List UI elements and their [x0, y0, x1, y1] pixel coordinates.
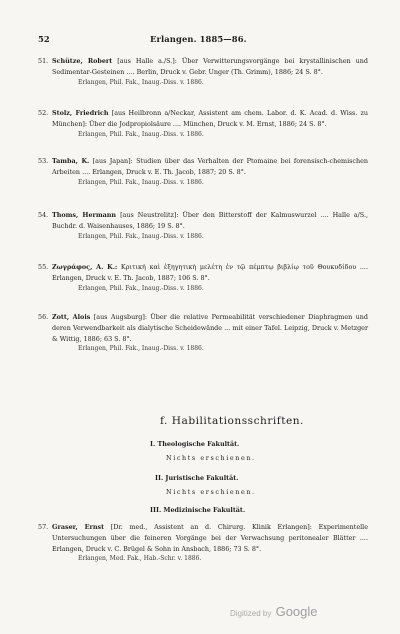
entry-body — [52, 262, 368, 284]
bibliography-entry — [38, 262, 368, 294]
entry-body — [52, 210, 368, 232]
bibliography-entry — [38, 312, 368, 355]
entry-number: 55. — [38, 263, 49, 271]
entry-text: [aus Japan]: Studien über das Verhalten der Ptomaine bei forensisch-chemischen Arbeiten .... Erlangen, Druck v. E. Th. Jacob, 1887; 20 S. 8°. — [52, 157, 368, 176]
entry-meta: Erlangen, Phil. Fak., Inaug.-Diss. v. 1886. — [78, 232, 204, 240]
bibliography-entry — [38, 156, 368, 188]
entry-number: 56. — [38, 313, 49, 321]
entry-author: Tamba, K. — [52, 157, 90, 165]
entry-text: Κριτική καὶ ἐξηγητικὴ μελέτη ἐν τῷ πέμπτῳ βιβλίῳ τοῦ Θουκυδίδου .... Erlangen, Druck v. E. Th. Jacob, 1887; 106 S. 8°. — [52, 263, 368, 282]
entry-text: [aus Augsburg]: Über die relative Permeabilität verschiedener Diaphragmen und deren Verwendbarkeit als dialytische Scheidewände ... mit einer Tafel. Leipzig, Druck v. Metzger & Wittig, 1886; 63 S. 8°. — [52, 313, 368, 343]
entry-author: Graser, Ernst — [52, 523, 105, 531]
entry-meta: Erlangen, Med. Fak., Hab.-Schr. v. 1886. — [78, 555, 202, 563]
bibliography-entry — [38, 210, 369, 242]
page-number: 52 — [38, 34, 50, 44]
entry-number: 57. — [38, 523, 49, 531]
bibliography-entry — [38, 522, 368, 565]
entry-meta: Erlangen, Phil. Fak., Inaug.-Diss. v. 1886. — [78, 178, 204, 186]
bibliography-entry — [38, 56, 369, 88]
entry-text: [aus Halle a./S.]: Über Verwitterungsvorgänge bei krystallinischen und Sedimentar-Gesteinen .... Berlin, Druck v. Gebr. Unger (Th. Grimm), 1886; 24 S. 8°. — [52, 57, 369, 76]
entry-text: [aus Heilbronn a/Neckar, Assistent am chem. Labor. d. K. Acad. d. Wiss. zu München]: Über die Jodpropiolsäure .... München, Druck v. M. Ernst, 1886; 24 S. 8°. — [52, 109, 368, 128]
entry-body — [52, 156, 368, 178]
entry-author: Stolz, Friedrich — [52, 109, 109, 117]
entry-number: 52. — [38, 109, 49, 117]
faculty-note: Nichts erschienen. — [166, 454, 256, 462]
entry-author: Schütze, Robert — [52, 57, 113, 65]
entry-body — [52, 108, 368, 130]
entry-number: 54. — [38, 211, 49, 219]
entry-author: Ζωγράφος, Α. Κ.: — [52, 263, 118, 271]
watermark-prefix: Digitized by — [230, 609, 272, 618]
entry-number: 53. — [38, 157, 49, 165]
entry-body — [52, 312, 368, 344]
running-title: Erlangen. 1885—86. — [150, 34, 247, 44]
faculty-heading — [155, 474, 238, 482]
entry-text: [Dr. med., Assistent an d. Chirurg. Klinik Erlangen]: Experimentelle Untersuchungen über die feineren Vorgänge bei der Verwachsung peritonealer Blätter .... Erlangen, Druck v. C. Brügel & Sohn in Ansbach, 1886; 73 S. 8°. — [52, 523, 368, 553]
entry-meta: Erlangen, Phil. Fak., Inaug.-Diss. v. 1886. — [78, 78, 204, 86]
entry-author: Thoms, Hermann — [52, 211, 117, 219]
entry-meta: Erlangen, Phil. Fak., Inaug.-Diss. v. 1886. — [78, 130, 204, 138]
entry-number: 51. — [38, 57, 49, 65]
entry-body — [52, 56, 368, 78]
entry-text: [aus Neustrelitz]: Über den Bitterstoff der Kalmuswurzel .... Halle a/S., Buchdr. d. Waisenhauses, 1886; 19 S. 8°. — [52, 211, 369, 230]
entry-meta: Erlangen, Phil. Fak., Inaug.-Diss. v. 1886. — [78, 345, 204, 353]
faculty-heading — [150, 440, 239, 448]
faculty-note: Nichts erschienen. — [166, 488, 256, 496]
entry-meta: Erlangen, Phil. Fak., Inaug.-Diss. v. 1886. — [78, 284, 204, 292]
section-heading: f. Habilitationsschriften. — [160, 415, 304, 427]
google-logo: Google — [275, 604, 318, 619]
faculty-label: I. Theologische Fakultät. — [150, 440, 240, 448]
faculty-heading — [150, 506, 245, 514]
entry-body — [52, 522, 368, 554]
bibliography-entry — [38, 108, 368, 140]
digitization-watermark — [230, 604, 318, 619]
faculty-label: II. Juristische Fakultät. — [155, 474, 239, 482]
entry-author: Zott, Alois — [52, 313, 91, 321]
faculty-label: III. Medizinische Fakultät. — [150, 506, 246, 514]
